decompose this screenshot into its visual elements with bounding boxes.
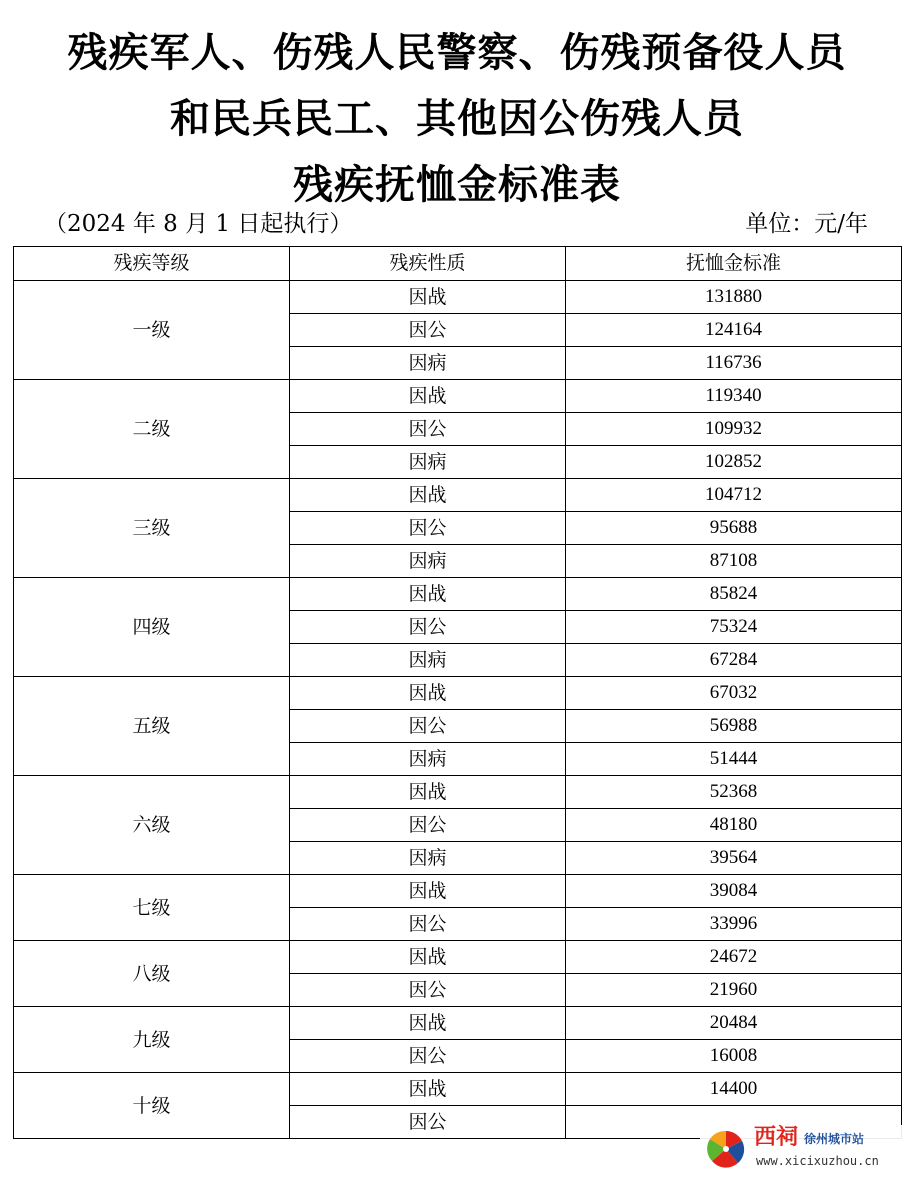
grade-cell: 五级 xyxy=(14,677,290,776)
amount-cell: 16008 xyxy=(566,1040,902,1073)
grade-cell: 二级 xyxy=(14,380,290,479)
nature-cell: 因病 xyxy=(290,743,566,776)
nature-cell: 因病 xyxy=(290,347,566,380)
nature-cell: 因公 xyxy=(290,314,566,347)
grade-cell: 八级 xyxy=(14,941,290,1007)
grade-cell: 十级 xyxy=(14,1073,290,1139)
amount-cell: 14400 xyxy=(566,1073,902,1106)
nature-cell: 因公 xyxy=(290,1106,566,1139)
amount-cell: 51444 xyxy=(566,743,902,776)
document-title xyxy=(0,20,914,218)
nature-cell: 因公 xyxy=(290,974,566,1007)
table-row xyxy=(14,677,902,710)
amount-cell: 39564 xyxy=(566,842,902,875)
nature-cell: 因战 xyxy=(290,1073,566,1106)
grade-cell: 六级 xyxy=(14,776,290,875)
table-row xyxy=(14,380,902,413)
amount-cell: 102852 xyxy=(566,446,902,479)
amount-cell: 24672 xyxy=(566,941,902,974)
nature-cell: 因公 xyxy=(290,1040,566,1073)
nature-cell: 因战 xyxy=(290,281,566,314)
site-watermark xyxy=(700,1125,906,1175)
subtitle-row xyxy=(0,206,914,242)
table-row xyxy=(14,578,902,611)
nature-cell: 因战 xyxy=(290,1007,566,1040)
nature-cell: 因战 xyxy=(290,380,566,413)
watermark-url: www.xicixuzhou.cn xyxy=(756,1154,879,1168)
nature-cell: 因战 xyxy=(290,776,566,809)
amount-cell: 67032 xyxy=(566,677,902,710)
table-header-row xyxy=(14,247,902,281)
nature-cell: 因病 xyxy=(290,545,566,578)
nature-cell: 因战 xyxy=(290,875,566,908)
amount-cell: 131880 xyxy=(566,281,902,314)
amount-cell: 116736 xyxy=(566,347,902,380)
amount-cell: 33996 xyxy=(566,908,902,941)
amount-cell: 48180 xyxy=(566,809,902,842)
amount-cell: 75324 xyxy=(566,611,902,644)
nature-cell: 因战 xyxy=(290,677,566,710)
effective-date: （2024 年 8 月 1 日起执行） xyxy=(44,211,353,237)
amount-cell: 109932 xyxy=(566,413,902,446)
nature-cell: 因战 xyxy=(290,479,566,512)
header-grade: 残疾等级 xyxy=(14,247,290,281)
nature-cell: 因公 xyxy=(290,710,566,743)
table-row xyxy=(14,1007,902,1040)
unit-label: 单位：元/年 xyxy=(745,211,868,237)
table-body xyxy=(14,281,902,1139)
amount-cell: 52368 xyxy=(566,776,902,809)
grade-cell: 四级 xyxy=(14,578,290,677)
nature-cell: 因病 xyxy=(290,644,566,677)
grade-cell: 九级 xyxy=(14,1007,290,1073)
nature-cell: 因病 xyxy=(290,446,566,479)
amount-cell: 124164 xyxy=(566,314,902,347)
amount-cell: 39084 xyxy=(566,875,902,908)
table-row xyxy=(14,776,902,809)
nature-cell: 因公 xyxy=(290,908,566,941)
amount-cell: 87108 xyxy=(566,545,902,578)
nature-cell: 因公 xyxy=(290,809,566,842)
amount-cell: 56988 xyxy=(566,710,902,743)
header-nature: 残疾性质 xyxy=(290,247,566,281)
nature-cell: 因战 xyxy=(290,941,566,974)
pension-table xyxy=(13,246,902,1139)
nature-cell: 因公 xyxy=(290,413,566,446)
title-line-2: 和民兵民工、其他因公伤残人员 xyxy=(170,96,744,142)
table-row xyxy=(14,479,902,512)
grade-cell: 三级 xyxy=(14,479,290,578)
table-row xyxy=(14,941,902,974)
amount-cell: 119340 xyxy=(566,380,902,413)
grade-cell: 七级 xyxy=(14,875,290,941)
nature-cell: 因战 xyxy=(290,578,566,611)
amount-cell: 95688 xyxy=(566,512,902,545)
title-line-3: 残疾抚恤金标准表 xyxy=(293,162,621,208)
watermark-city: 徐州城市站 xyxy=(804,1132,865,1146)
table-row xyxy=(14,1073,902,1106)
nature-cell: 因病 xyxy=(290,842,566,875)
amount-cell: 21960 xyxy=(566,974,902,1007)
nature-cell: 因公 xyxy=(290,512,566,545)
header-amount: 抚恤金标准 xyxy=(566,247,902,281)
title-line-1: 残疾军人、伤残人民警察、伤残预备役人员 xyxy=(67,30,847,76)
watermark-brand: 西祠 xyxy=(754,1125,799,1150)
amount-cell: 104712 xyxy=(566,479,902,512)
amount-cell: 85824 xyxy=(566,578,902,611)
table-row xyxy=(14,875,902,908)
amount-cell: 20484 xyxy=(566,1007,902,1040)
amount-cell: 67284 xyxy=(566,644,902,677)
table-row xyxy=(14,281,902,314)
grade-cell: 一级 xyxy=(14,281,290,380)
pinwheel-logo-icon xyxy=(704,1127,748,1171)
nature-cell: 因公 xyxy=(290,611,566,644)
